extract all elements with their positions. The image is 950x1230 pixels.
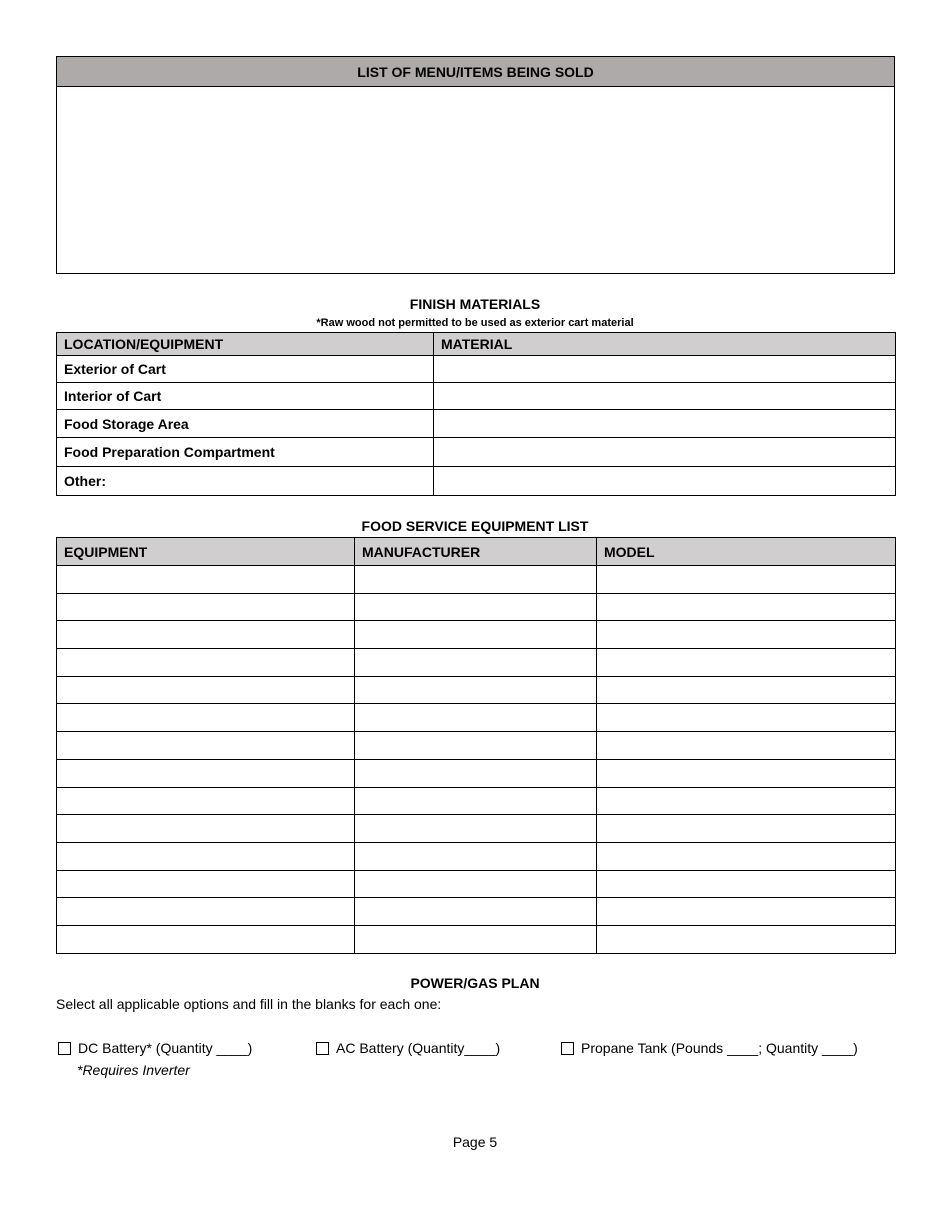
equipment-input[interactable] xyxy=(64,846,347,866)
manufacturer-cell[interactable] xyxy=(355,704,597,732)
equipment-input[interactable] xyxy=(64,652,347,672)
menu-items-box xyxy=(56,56,895,274)
equipment-input[interactable] xyxy=(64,929,347,949)
model-input[interactable] xyxy=(604,569,888,589)
menu-items-input[interactable] xyxy=(57,87,894,273)
equipment-cell[interactable] xyxy=(57,732,355,760)
equipment-row xyxy=(57,870,896,898)
model-input[interactable] xyxy=(604,874,888,894)
equipment-row xyxy=(57,593,896,621)
manufacturer-cell[interactable] xyxy=(355,649,597,677)
page-number: Page 5 xyxy=(452,1134,498,1150)
inverter-footnote: *Requires Inverter xyxy=(77,1062,190,1078)
dc-battery-label: DC Battery* (Quantity ____) xyxy=(78,1040,253,1056)
equipment-cell[interactable] xyxy=(57,815,355,843)
finish-material-input[interactable] xyxy=(441,359,888,379)
equipment-input[interactable] xyxy=(64,597,347,617)
finish-location-label: Food Storage Area xyxy=(57,410,434,438)
equipment-cell[interactable] xyxy=(57,676,355,704)
finish-material-cell[interactable] xyxy=(434,356,896,383)
propane-tank-option[interactable] xyxy=(561,1040,858,1056)
propane-tank-checkbox[interactable] xyxy=(561,1042,574,1055)
finish-materials-table xyxy=(56,332,896,496)
manufacturer-input[interactable] xyxy=(362,874,589,894)
model-cell[interactable] xyxy=(597,649,896,677)
equipment-input[interactable] xyxy=(64,708,347,728)
dc-battery-checkbox[interactable] xyxy=(58,1042,71,1055)
manufacturer-cell[interactable] xyxy=(355,593,597,621)
manufacturer-cell[interactable] xyxy=(355,815,597,843)
model-input[interactable] xyxy=(604,763,888,783)
header-equipment: EQUIPMENT xyxy=(57,538,355,566)
equipment-list-title: FOOD SERVICE EQUIPMENT LIST xyxy=(361,518,589,534)
equipment-row xyxy=(57,566,896,594)
manufacturer-input[interactable] xyxy=(362,569,589,589)
equipment-input[interactable] xyxy=(64,735,347,755)
equipment-input[interactable] xyxy=(64,763,347,783)
manufacturer-cell[interactable] xyxy=(355,925,597,953)
finish-material-cell[interactable] xyxy=(434,383,896,410)
ac-battery-checkbox[interactable] xyxy=(316,1042,329,1055)
equipment-list-table xyxy=(56,537,896,954)
model-input[interactable] xyxy=(604,819,888,839)
manufacturer-input[interactable] xyxy=(362,902,589,922)
model-cell[interactable] xyxy=(597,704,896,732)
equipment-cell[interactable] xyxy=(57,898,355,926)
equipment-row xyxy=(57,676,896,704)
model-cell[interactable] xyxy=(597,787,896,815)
model-cell[interactable] xyxy=(597,593,896,621)
header-manufacturer: MANUFACTURER xyxy=(355,538,597,566)
equipment-input[interactable] xyxy=(64,819,347,839)
model-input[interactable] xyxy=(604,791,888,811)
model-input[interactable] xyxy=(604,652,888,672)
equipment-cell[interactable] xyxy=(57,566,355,594)
model-cell[interactable] xyxy=(597,842,896,870)
finish-row xyxy=(57,467,896,496)
finish-header-row xyxy=(57,333,896,356)
equipment-input[interactable] xyxy=(64,625,347,645)
finish-material-cell[interactable] xyxy=(434,410,896,438)
header-location-equipment: LOCATION/EQUIPMENT xyxy=(57,333,434,356)
equipment-cell[interactable] xyxy=(57,842,355,870)
model-input[interactable] xyxy=(604,735,888,755)
finish-row xyxy=(57,383,896,410)
manufacturer-cell[interactable] xyxy=(355,759,597,787)
dc-battery-option[interactable] xyxy=(58,1040,252,1056)
equipment-row xyxy=(57,898,896,926)
equipment-row xyxy=(57,759,896,787)
manufacturer-cell[interactable] xyxy=(355,621,597,649)
equipment-row xyxy=(57,842,896,870)
propane-tank-label: Propane Tank (Pounds ____; Quantity ____) xyxy=(581,1040,858,1056)
power-gas-instruction: Select all applicable options and fill in the blanks for each one: xyxy=(56,996,442,1012)
manufacturer-cell[interactable] xyxy=(355,732,597,760)
equipment-input[interactable] xyxy=(64,569,347,589)
equipment-header-row xyxy=(57,538,896,566)
model-cell[interactable] xyxy=(597,870,896,898)
model-cell[interactable] xyxy=(597,759,896,787)
manufacturer-input[interactable] xyxy=(362,846,589,866)
equipment-cell[interactable] xyxy=(57,759,355,787)
equipment-row xyxy=(57,732,896,760)
equipment-input[interactable] xyxy=(64,902,347,922)
header-model: MODEL xyxy=(597,538,896,566)
equipment-row xyxy=(57,925,896,953)
manufacturer-input[interactable] xyxy=(362,652,589,672)
equipment-row xyxy=(57,704,896,732)
manufacturer-cell[interactable] xyxy=(355,566,597,594)
manufacturer-input[interactable] xyxy=(362,929,589,949)
manufacturer-input[interactable] xyxy=(362,763,589,783)
equipment-cell[interactable] xyxy=(57,787,355,815)
model-input[interactable] xyxy=(604,597,888,617)
ac-battery-option[interactable] xyxy=(316,1040,500,1056)
equipment-input[interactable] xyxy=(64,874,347,894)
manufacturer-input[interactable] xyxy=(362,597,589,617)
finish-materials-title: FINISH MATERIALS xyxy=(409,296,541,312)
equipment-cell[interactable] xyxy=(57,870,355,898)
finish-materials-note: *Raw wood not permitted to be used as exterior cart material xyxy=(316,317,634,329)
finish-material-input[interactable] xyxy=(441,471,888,491)
equipment-row xyxy=(57,815,896,843)
manufacturer-cell[interactable] xyxy=(355,870,597,898)
finish-material-cell[interactable] xyxy=(434,438,896,467)
manufacturer-cell[interactable] xyxy=(355,898,597,926)
model-cell[interactable] xyxy=(597,815,896,843)
model-cell[interactable] xyxy=(597,676,896,704)
equipment-row xyxy=(57,787,896,815)
manufacturer-cell[interactable] xyxy=(355,676,597,704)
model-input[interactable] xyxy=(604,929,888,949)
model-input[interactable] xyxy=(604,902,888,922)
equipment-row xyxy=(57,649,896,677)
model-cell[interactable] xyxy=(597,898,896,926)
finish-material-cell[interactable] xyxy=(434,467,896,496)
finish-material-input[interactable] xyxy=(441,414,888,434)
finish-row xyxy=(57,356,896,383)
finish-location-label: Exterior of Cart xyxy=(57,356,434,383)
finish-location-label: Other: xyxy=(57,467,434,496)
manufacturer-input[interactable] xyxy=(362,791,589,811)
model-input[interactable] xyxy=(604,680,888,700)
finish-location-label: Food Preparation Compartment xyxy=(57,438,434,467)
model-cell[interactable] xyxy=(597,621,896,649)
manufacturer-cell[interactable] xyxy=(355,787,597,815)
model-cell[interactable] xyxy=(597,566,896,594)
finish-location-label: Interior of Cart xyxy=(57,383,434,410)
power-gas-title: POWER/GAS PLAN xyxy=(410,975,540,991)
model-input[interactable] xyxy=(604,708,888,728)
ac-battery-label: AC Battery (Quantity____) xyxy=(336,1040,501,1056)
model-cell[interactable] xyxy=(597,732,896,760)
equipment-cell[interactable] xyxy=(57,593,355,621)
finish-material-input[interactable] xyxy=(441,442,888,462)
model-input[interactable] xyxy=(604,846,888,866)
finish-row xyxy=(57,438,896,467)
manufacturer-input[interactable] xyxy=(362,735,589,755)
header-material: MATERIAL xyxy=(434,333,896,356)
manufacturer-input[interactable] xyxy=(362,625,589,645)
equipment-cell[interactable] xyxy=(57,704,355,732)
manufacturer-input[interactable] xyxy=(362,708,589,728)
equipment-input[interactable] xyxy=(64,791,347,811)
model-cell[interactable] xyxy=(597,925,896,953)
manufacturer-cell[interactable] xyxy=(355,842,597,870)
equipment-cell[interactable] xyxy=(57,649,355,677)
finish-row xyxy=(57,410,896,438)
manufacturer-input[interactable] xyxy=(362,680,589,700)
equipment-cell[interactable] xyxy=(57,925,355,953)
finish-material-input[interactable] xyxy=(441,386,888,406)
model-input[interactable] xyxy=(604,625,888,645)
manufacturer-input[interactable] xyxy=(362,819,589,839)
equipment-row xyxy=(57,621,896,649)
equipment-input[interactable] xyxy=(64,680,347,700)
equipment-cell[interactable] xyxy=(57,621,355,649)
menu-items-title: LIST OF MENU/ITEMS BEING SOLD xyxy=(57,57,894,87)
